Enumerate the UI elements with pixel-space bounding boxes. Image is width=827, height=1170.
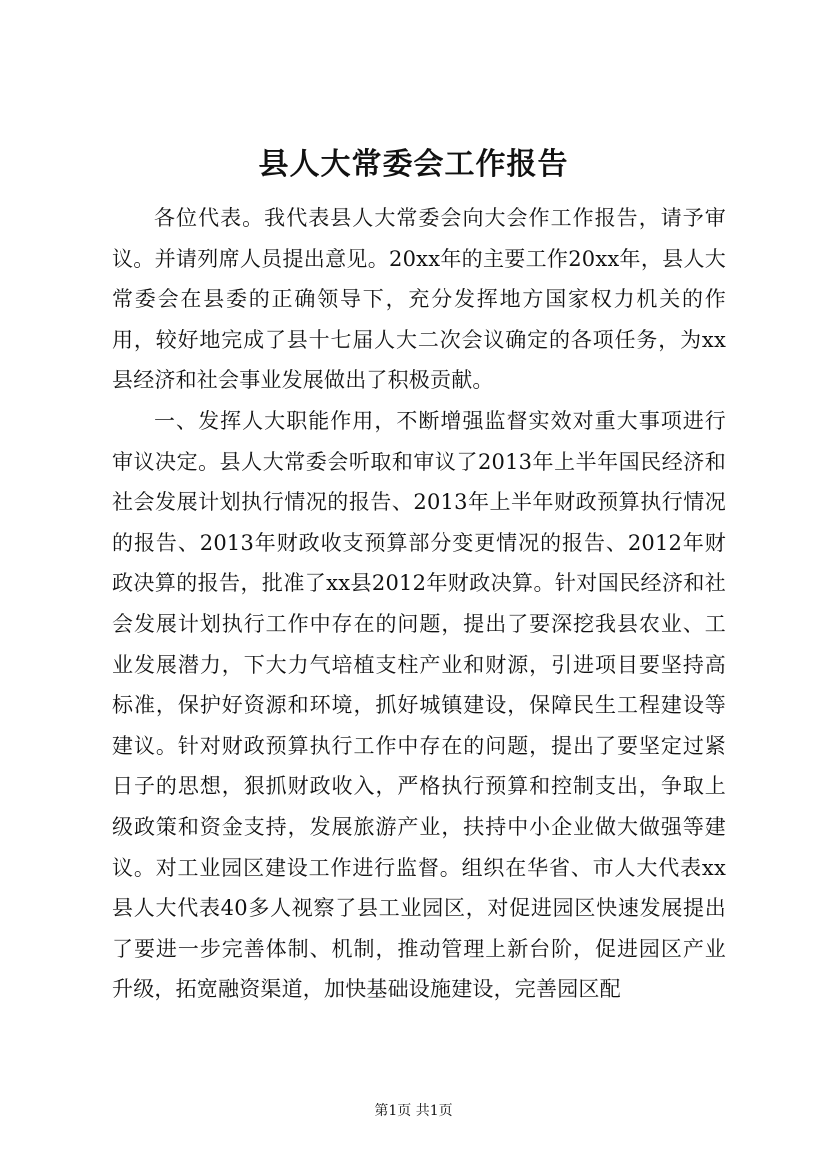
document-body [112, 198, 726, 1010]
document-title: 县人大常委会工作报告 [258, 147, 569, 182]
paragraph-opening: 各位代表。我代表县人大常委会向大会作工作报告，请予审议。并请列席人员提出意见。20xx年的主要工作20xx年，县人大常委会在县委的正确领导下，充分发挥地方国家权力机关的作用，较好地完成了县十七届人大二次会议确定的各项任务，为xx县经济和社会事业发展做出了积极贡献。 [112, 206, 726, 393]
paragraph-section-one: 一、发挥人大职能作用，不断增强监督实效对重大事项进行审议决定。县人大常委会听取和审议了2013年上半年国民经济和社会发展计划执行情况的报告、2013年上半年财政预算执行情况的报告、2013年财政收支预算部分变更情况的报告、2012年财政决算的报告，批准了xx县2012年财政决算。针对国民经济和社会发展计划执行工作中存在的问题，提出了要深挖我县农业、工业发展潜力，下大力气培植支柱产业和财源，引进项目要坚持高标准，保护好资源和环境，抓好城镇建设，保障民生工程建设等建议。针对财政预算执行工作中存在的问题，提出了要坚定过紧日子的思想，狠抓财政收入，严格执行预算和控制支出，争取上级政策和资金支持，发展旅游产业，扶持中小企业做大做强等建议。对工业园区建设工作进行监督。组织在华省、市人大代表xx县人大代表40多人视察了县工业园区，对促进园区快速发展提出了要进一步完善体制、机制，推动管理上新台阶，促进园区产业升级，拓宽融资渠道，加快基础设施建设，完善园区配 [112, 408, 726, 1002]
page-footer: 第1页 共1页 [374, 1103, 453, 1119]
